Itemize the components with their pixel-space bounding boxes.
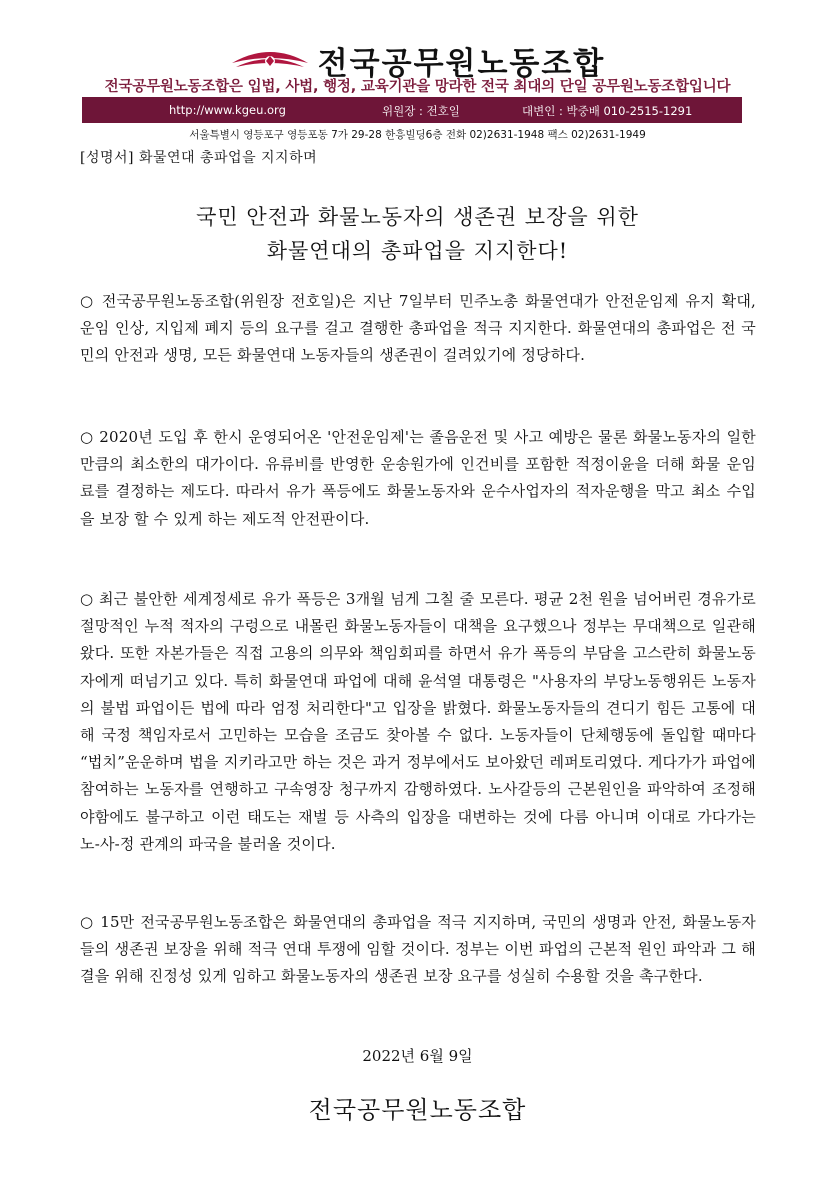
letterhead-logo — [0, 42, 835, 82]
contact-bar — [82, 97, 742, 123]
statement-date: 2022년 6월 9일 — [362, 1047, 473, 1065]
chair-info: 위원장 : 전호일 — [382, 104, 460, 118]
statement-title — [0, 200, 835, 268]
paragraph-3: ○ 최근 불안한 세계정세로 유가 폭등은 3개월 넘게 그칠 줄 모른다. 평균 2천 원을 넘어버린 경유가로 절망적인 누적 적자의 구렁으로 내몰린 화물노동자들이 대책을 요구했으나 정부는 무대책으로 일관해왔다. 또한 자본가들은 직접 고용의 의무와 책임회피를 하면서 유가 폭등의 부담을 고스란히 화물노동자에게 떠넘기고 있다. 특히 화물연대 파업에 대해 윤석열 대통령은 "사용자의 부당노동행위든 노동자의 불법 파업이든 법에 따라 엄정 처리한다"고 입장을 밝혔다. 화물노동자들의 견디기 힘든 고통에 대해 국정 책임자로서 고민하는 모습을 조금도 찾아볼 수 없다. 노동자들이 단체행동에 돌입할 때마다 “법치”운운하며 법을 지키라고만 하는 것은 과거 정부에서도 보아왔던 레퍼토리였다. 게다가가 파업에 참여하는 노동자를 연행하고 구속영장 청구까지 감행하였다. 노사갈등의 근본원인을 파악하여 조정해야함에도 불구하고 이런 태도는 재벌 등 사측의 입장을 대변하는 것에 다름 아니며 이대로 가다가는 노-사-정 관계의 파국을 불러올 것이다. — [80, 590, 756, 853]
website-link[interactable]: http://www.kgeu.org — [169, 103, 286, 117]
address-line: 서울특별시 영등포구 영등포동 7가 29-28 한흥빌딩6층 전화 02)2631-1948 팩스 02)2631-1949 — [189, 129, 646, 141]
spokesperson-info: 대변인 : 박중배 010-2515-1291 — [522, 104, 693, 118]
union-emblem-icon — [230, 45, 310, 75]
paragraph-1: ○ 전국공무원노동조합(위원장 전호일)은 지난 7일부터 민주노총 화물연대가 안전운임제 유지 확대, 운임 인상, 지입제 폐지 등의 요구를 걸고 결행한 총파업을 적극 지지한다. 화물연대의 총파업은 전 국민의 안전과 생명, 모든 화물연대 노동자들의 생존권이 걸려있기에 정당하다. — [80, 292, 756, 365]
org-logo-text: 전국공무원노동조합 — [317, 45, 606, 82]
signature-org: 전국공무원노동조합 — [308, 1096, 527, 1124]
document-type: [성명서] 화물연대 총파업을 지지하며 — [80, 150, 318, 166]
paragraph-4: ○ 15만 전국공무원노동조합은 화물연대의 총파업을 적극 지지하며, 국민의 생명과 안전, 화물노동자들의 생존권 보장을 위해 적극 연대 투쟁에 임할 것이다. 정부는 이번 파업의 근본적 원인 파악과 그 해결을 위해 진정성 있게 임하고 화물노동자의 생존권 보장 요구를 성실히 수용할 것을 촉구한다. — [80, 913, 756, 986]
paragraph-2: ○ 2020년 도입 후 한시 운영되어온 '안전운임제'는 졸음운전 및 사고 예방은 물론 화물노동자의 일한 만큼의 최소한의 대가이다. 유류비를 반영한 운송원가에 인건비를 포함한 적정이윤을 더해 화물 운임료를 결정하는 제도다. 따라서 유가 폭등에도 화물노동자와 운수사업자의 적자운행을 막고 최소 수입을 보장 할 수 있게 하는 제도적 안전판이다. — [80, 428, 756, 528]
title-line-2: 화물연대의 총파업을 지지한다! — [266, 239, 569, 263]
title-line-1: 국민 안전과 화물노동자의 생존권 보장을 위한 — [196, 205, 639, 229]
letterhead-tagline: 전국공무원노동조합은 입법, 사법, 행정, 교육기관을 망라한 전국 최대의 단일 공무원노동조합입니다 — [104, 79, 731, 95]
